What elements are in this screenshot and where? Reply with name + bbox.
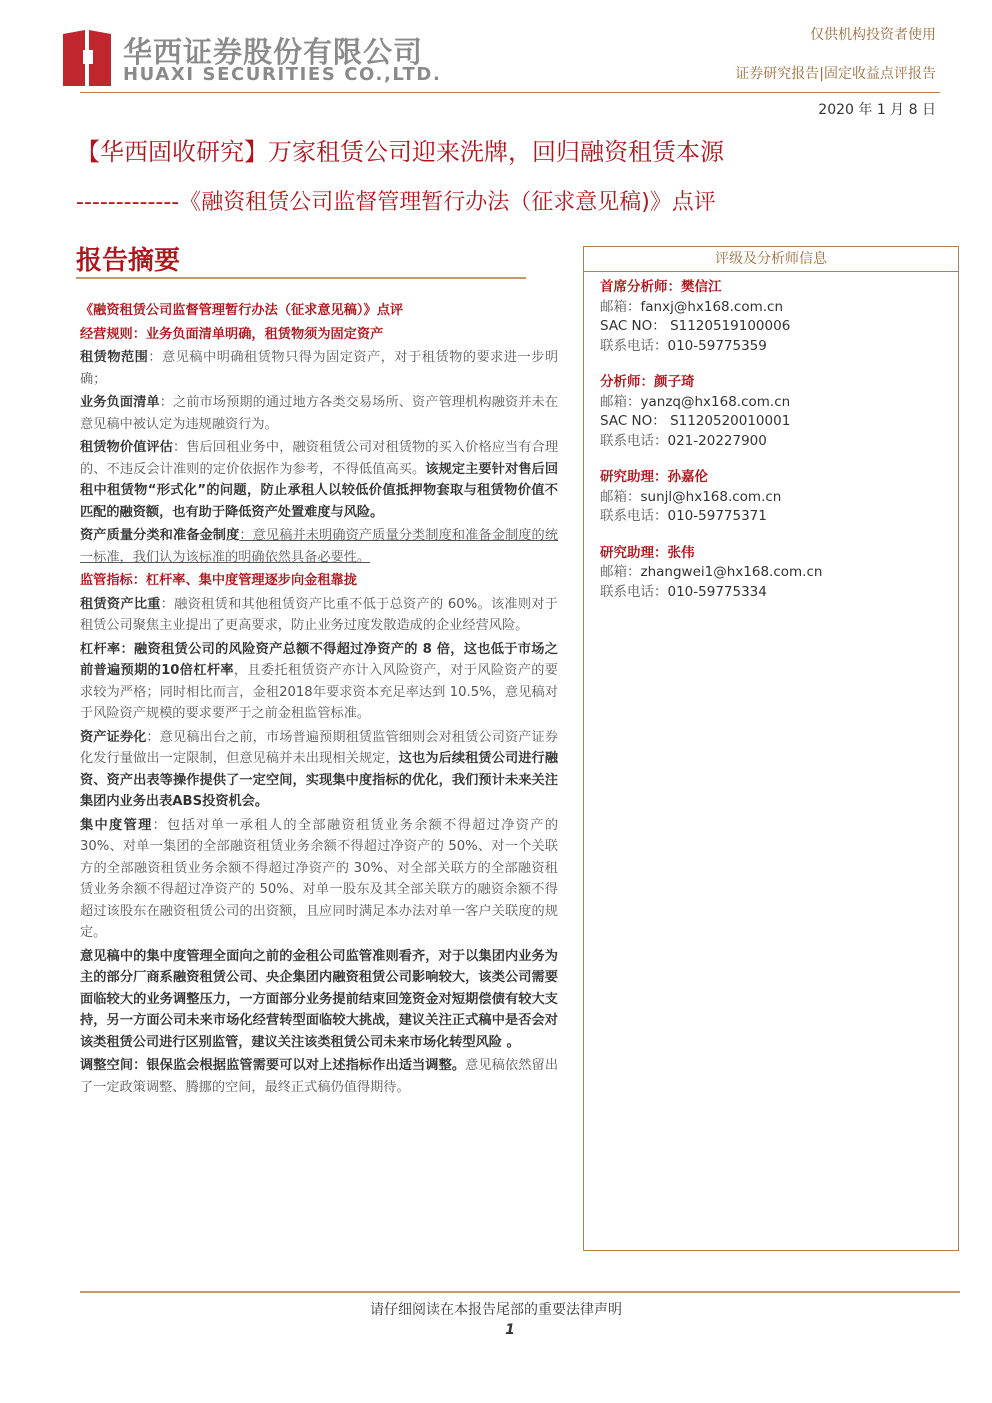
legal-notice: 请仔细阅读在本报告尾部的重要法律声明 [370,1302,622,1318]
footer-divider [80,1291,960,1293]
abstract-heading: 报告摘要 [76,246,181,276]
analyst-phone: 联系电话：010-59775334 [600,583,767,600]
brand-name-en: HUAXI SECURITIES CO.,LTD. [123,64,442,85]
paragraph: 杠杆率：融资租赁公司的风险资产总额不得超过净资产的 8 倍，这也低于市场之前普遍预期的10倍杠杆率，且委托租赁资产亦计入风险资产，对于风险资产的要求较为严格；同时相比而言，金租2018年要求资本充足率达到 10.5%，意见稿对于风险资产规模的要求要严于之前金租监管标准。 [80,641,558,721]
analyst-email: 邮箱：yanzq@hx168.com.cn [600,393,791,410]
paragraph: 租赁物范围：意见稿中明确租赁物只得为固定资产，对于租赁物的要求进一步明确； [80,350,559,387]
analyst-phone: 联系电话：010-59775359 [600,337,767,354]
paragraph: 租赁资产比重：融资租赁和其他租赁资产比重不低于总资产的 60%。该准则对于租赁公司聚焦主业提出了更高要求，防止业务过度发散造成的企业经营风险。 [80,596,558,633]
analyst-role: 分析师：颜子琦 [600,374,695,390]
analyst-info-panel [583,246,959,1251]
analyst-card [600,373,958,451]
audience-note: 仅供机构投资者使用 [810,27,936,43]
analyst-role: 研究助理：孙嘉伦 [600,469,708,485]
paragraph: 集中度管理：包括对单一承租人的全部融资租赁业务余额不得超过净资产的 30%、对单一集团的全部融资租赁业务余额不得超过净资产的 50%、对一个关联方的全部融资租赁业务余额不得超过净资产的 30%、对全部关联方的全部融资租赁业务余额不得超过净资产的 50%、对单一股东及其全部关联方的融资余额不得超过该股东在融资租赁公司的出资额，且应同时满足本办法对单一客户关联度的规定。 [80,817,559,940]
analyst-sac: SAC NO： S1120519100006 [600,318,791,334]
page-number: 1 [505,1322,515,1338]
analyst-card [600,278,958,356]
analyst-list [584,272,958,602]
paragraph: 意见稿中的集中度管理全面向之前的金租公司监管准则看齐，对于以集团内业务为主的部分厂商系融资租赁公司、央企集团内融资租赁公司影响较大，该类公司需要面临较大的业务调整压力，一方面部分业务提前结束回笼资金对短期偿债有较大支持，另一方面公司未来市场化经营转型面临较大挑战，建议关注正式稿中是否会对该类租赁公司进行区别监管，建议关注该类租赁公司未来市场化转型风险 。 [80,948,558,1050]
report-date: 2020 年 1 月 8 日 [818,102,936,118]
analyst-email: 邮箱：sunjl@hx168.com.cn [600,488,782,505]
brand-name-cn: 华西证券股份有限公司 [123,35,424,69]
analyst-email: 邮箱：fanxj@hx168.com.cn [600,298,784,315]
analyst-panel-heading: 评级及分析师信息 [584,247,958,272]
analyst-phone: 联系电话：021-20227900 [600,432,767,449]
analyst-role: 首席分析师：樊信江 [600,279,722,295]
analyst-email: 邮箱：zhangwei1@hx168.com.cn [600,564,823,580]
analyst-card [600,544,958,603]
section-heading: 监管指标：杠杆率、集中度管理逐步向金租靠拢 [80,573,357,588]
analyst-phone: 联系电话：010-59775371 [600,508,767,524]
paragraph: 业务负面清单：之前市场预期的通过地方各类交易场所、资产管理机构融资并未在意见稿中被认定为违规融资行为。 [80,395,559,432]
section-heading: 《融资租赁公司监督管理暂行办法（征求意见稿）》点评 [80,303,404,318]
paragraph: 资产证券化：意见稿出台之前，市场普遍预期租赁监管细则会对租赁公司资产证券化发行量做出一定限制，但意见稿并未出现相关规定，这也为后续租赁公司进行融资、资产出表等操作提供了一定空间，实现集中度指标的优化，我们预计未来关注集团内业务出表ABS投资机会。 [80,729,559,809]
abstract-body [80,300,558,1100]
analyst-role: 研究助理：张伟 [600,544,695,561]
paragraph: 资产质量分类和准备金制度：意见稿并未明确资产质量分类制度和准备金制度的统一标准，我们认为该标准的明确依然具备必要性。 [80,528,559,565]
analyst-sac: SAC NO： S1120520010001 [600,413,791,429]
paragraph: 租赁物价值评估：售后回租业务中，融资租赁公司对租赁物的买入价格应当有合理的、不违反会计准则的定价依据作为参考，不得低值高买。该规定主要针对售后回租中租赁物“形式化”的问题，防止承租人以较低价值抵押物套取与租赁物价值不匹配的融资额，也有助于降低资产处置难度与风险。 [80,440,559,520]
report-title: 【华西固收研究】万家租赁公司迎来洗牌，回归融资租赁本源 [76,138,724,166]
paragraph: 调整空间：银保监会根据监管需要可以对上述指标作出适当调整。意见稿依然留出了一定政策调整、腾挪的空间，最终正式稿仍值得期待。 [80,1058,559,1095]
section-heading: 经营规则：业务负面清单明确，租赁物须为固定资产 [80,326,384,342]
abstract-divider [76,277,526,279]
report-type: 证券研究报告|固定收益点评报告 [735,66,936,82]
header-divider [80,92,940,93]
analyst-card [600,468,958,527]
huaxi-logo-icon [63,30,111,86]
report-subtitle: -------------《融资租赁公司监督管理暂行办法（征求意见稿)》点评 [76,190,716,215]
